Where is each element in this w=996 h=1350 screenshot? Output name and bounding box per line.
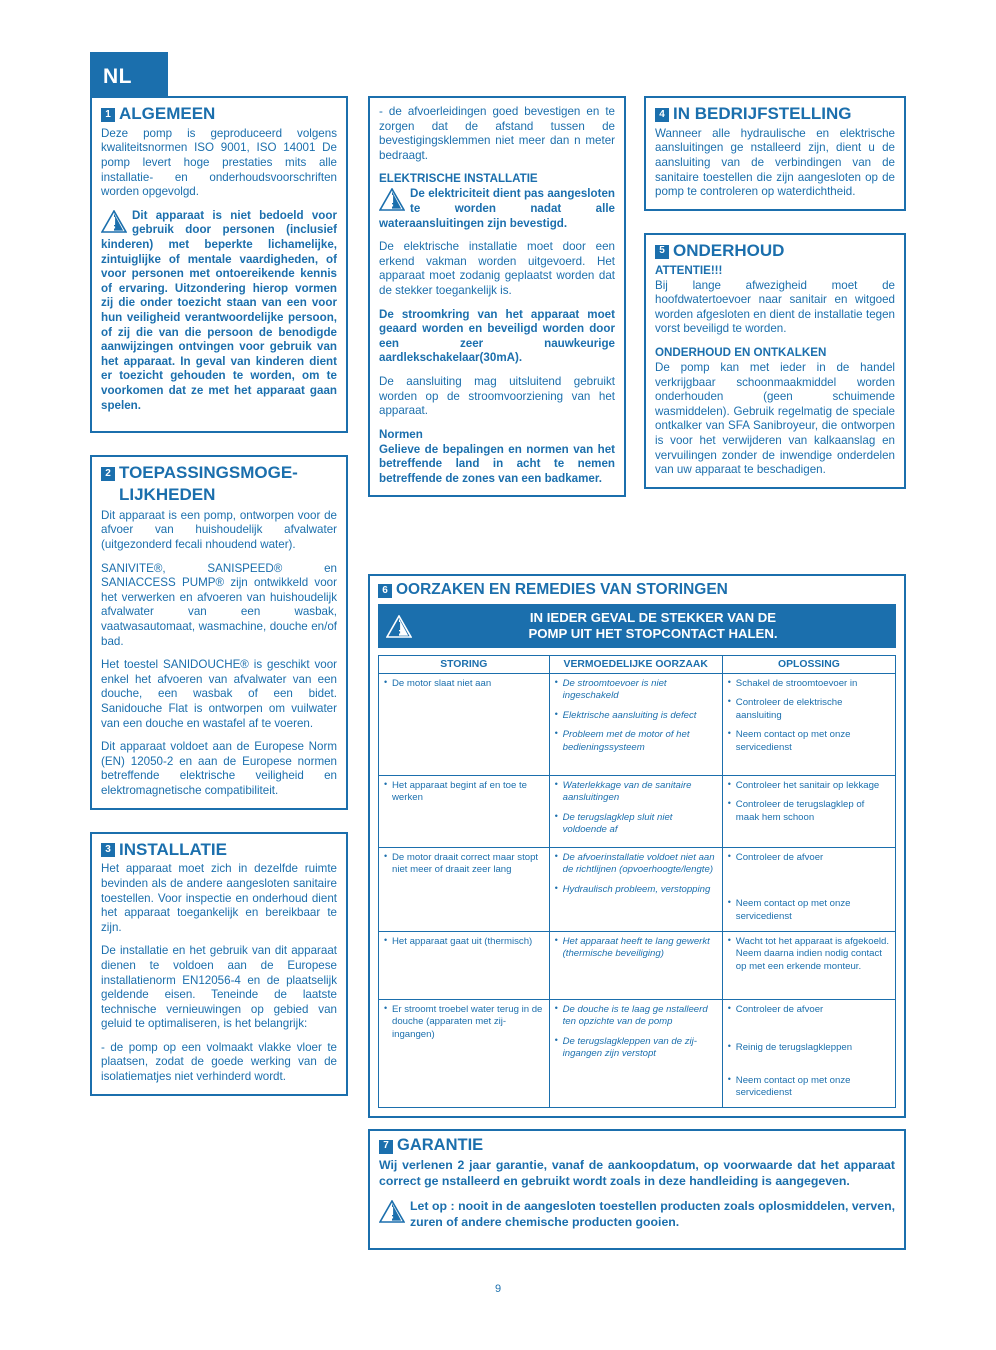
section-oorzaken-en-remedies <box>368 574 906 1118</box>
section-title: INSTALLATIE <box>119 839 227 859</box>
list-item: • Neem contact op met onze servicedienst <box>728 1075 890 1100</box>
table-row <box>379 847 896 931</box>
section-2-heading-line2 <box>119 486 337 504</box>
paragraph: De stroomkring van het apparaat moet geaard worden en beveiligd worden door een zeer nauwkeurige aardlekschakelaar(30mA). <box>379 307 615 365</box>
paragraph: Wij verlenen 2 jaar garantie, vanaf de aankoopdatum, op voorwaarde dat het apparaat correct ge nstalleerd en gebruikt wordt zoals in deze handleiding is aangegeven. <box>379 1158 895 1189</box>
warning-banner <box>378 604 896 648</box>
section-1-heading <box>101 105 337 123</box>
cell-oplossing <box>722 847 895 931</box>
warning-block <box>379 1199 895 1239</box>
section-number: 7 <box>379 1140 393 1154</box>
cell-storing <box>379 931 550 999</box>
language-tab: NL <box>90 52 168 102</box>
section-installatie-continued <box>368 96 626 497</box>
paragraph: De installatie en het gebruik van dit apparaat dienen te voldoen aan de Europese installatienorm EN12056-4 en de plaatselijk geldende eisen. Teneinde de laatste technische vernieuwingen op gebied van geluid te optimaliseren, is het belangrijk: <box>101 944 337 1031</box>
paragraph: De elektrische installatie moet door een erkend vakman worden uitgevoerd. Het apparaat moet zodanig geplaatst worden dat de stekker toegankelijk is. <box>379 240 615 297</box>
paragraph: - de pomp op een volmaakt vlakke vloer te plaatsen, zodat de goede werking van de isolatiematjes niet verhinderd wordt. <box>101 1040 337 1084</box>
table-row <box>379 931 896 999</box>
list-item: • De motor draait correct maar stopt niet meer of draait zeer lang <box>384 852 544 877</box>
paragraph: Dit apparaat voldoet aan de Europese Norm (EN) 12050-2 en aan de Europese normen betreffende elektrische veiligheid en elektromagnetische compatibiliteit. <box>101 740 337 797</box>
cell-storing <box>379 673 550 775</box>
troubleshooting-table <box>378 655 896 1108</box>
warning-text: De elektriciteit dient pas aangesloten te worden nadat alle wateraansluitingen zijn bevestigd. <box>379 187 615 230</box>
cell-oplossing <box>722 931 895 999</box>
section-onderhoud <box>644 233 906 489</box>
list-item: • Controleer de terugslagklep of maak hem schoon <box>728 799 890 824</box>
cell-oorzaak <box>549 847 722 931</box>
list-item: • Waterlekkage van de sanitaire aansluitingen <box>555 780 717 805</box>
warning-triangle-icon <box>379 188 405 211</box>
attention-label: ATTENTIE!!! <box>655 263 723 277</box>
warning-triangle-icon <box>101 210 127 233</box>
table-row <box>379 999 896 1107</box>
list-item: • Controleer de afvoer <box>728 852 890 864</box>
cell-oplossing <box>722 999 895 1107</box>
page-number: 9 <box>494 1283 502 1295</box>
section-number: 2 <box>101 467 115 481</box>
paragraph: Deze pomp is geproduceerd volgens kwaliteitsnormen ISO 9001, ISO 14001 De pomp levert hoge prestaties mits alle installatie- en onderhoudsvoorschriften worden opgevolgd. <box>101 126 337 199</box>
column-header-oorzaak: VERMOEDELIJKE OORZAAK <box>549 655 722 673</box>
list-item: • Wacht tot het apparaat is afgekoeld. Neem daarna indien nodig contact op met een erkende monteur. <box>728 936 890 973</box>
cell-storing <box>379 775 550 847</box>
paragraph: Bij lange afwezigheid moet de hoofdwatertoevoer naar sanitair en witgoed worden afgesloten en dient de installatie tegen vorst beveiligd te worden. <box>655 278 895 336</box>
column-header-storing: STORING <box>379 655 550 673</box>
section-garantie <box>368 1129 906 1250</box>
column-header-oplossing: OPLOSSING <box>722 655 895 673</box>
section-4-heading <box>655 105 895 123</box>
section-number: 3 <box>101 843 115 857</box>
table-row <box>379 673 896 775</box>
section-3-heading <box>101 841 337 859</box>
paragraph: Dit apparaat is een pomp, ontworpen voor de afvoer van huishoudelijk afvalwater (uitgezonderd fecali nhoudend water). <box>101 508 337 551</box>
list-item: • Neem contact op met onze servicedienst <box>728 729 890 754</box>
column-middle <box>368 96 626 519</box>
section-number: 1 <box>101 108 115 122</box>
section-title: GARANTIE <box>397 1136 484 1154</box>
paragraph: - de afvoerleidingen goed bevestigen en te zorgen dat de afstand tussen de bevestigingsklemmen niet meer dan n meter bedraagt. <box>379 105 615 162</box>
section-title: TOEPASSINGSMOGE- <box>119 463 298 483</box>
table-row <box>379 775 896 847</box>
banner-line-2: POMP UIT HET STOPCONTACT HALEN. <box>528 626 778 642</box>
section-number: 6 <box>378 584 392 598</box>
list-item: • Controleer de afvoer <box>728 1004 890 1016</box>
list-item: • Controleer de elektrische aansluiting <box>728 697 890 722</box>
cell-oplossing <box>722 673 895 775</box>
list-item: • Neem contact op met onze servicedienst <box>728 898 890 923</box>
banner-text <box>418 610 888 642</box>
subheading-normen: Normen <box>379 427 423 441</box>
table-header-row <box>379 655 896 673</box>
paragraph: De pomp kan met ieder in de handel verkrijgbaar schoonmaakmiddel worden onderhouden (geen schuimende wasmiddelen). Gebruik regelmatig de speciale ontkalker van SFA Sanibroyeur, die ontworpen is voor het verwijderen van kalkaanslag en vervuilingen zonder de inwendige onderdelen van uw apparaat te beschadigen. <box>655 361 895 477</box>
list-item: • Het apparaat gaat uit (thermisch) <box>384 936 544 948</box>
warning-block <box>379 187 615 240</box>
list-item: • Het apparaat heeft te lang gewerkt (thermische beveiliging) <box>555 936 717 961</box>
cell-oorzaak <box>549 775 722 847</box>
section-2-heading <box>101 464 337 482</box>
section-5-heading <box>655 242 895 260</box>
list-item: • De motor slaat niet aan <box>384 678 544 690</box>
section-title: ALGEMEEN <box>119 104 216 123</box>
list-item: • De stroomtoevoer is niet ingeschakeld <box>555 678 717 703</box>
warning-text: Dit apparaat is niet bedoeld voor gebruik door personen (inclusief kinderen) met beperkte lichamelijke, zintuiglijke of mentale vaardigheden, of voor personen met ontoereikende kennis of ervaring. Uitzondering hierop vormen zij die onder toezicht staan van een voor hun veiligheid verantwoordelijke persoon, of zij die van die persoon de benodigde aanwijzingen ontvingen voor gebruik van het apparaat. In geval van kinderen dient er toezicht gehouden te worden, om te voorkomen dat ze met het apparaat gaan spelen. <box>101 208 337 412</box>
paragraph: Gelieve de bepalingen en normen van het betreffende land in acht te nemen betreffende de zones van een badkamer. <box>379 442 615 485</box>
warning-triangle-icon <box>379 1200 405 1223</box>
list-item: • Het apparaat begint af en toe te werken <box>384 780 544 805</box>
list-item: • Schakel de stroomtoevoer in <box>728 678 890 690</box>
subheading-elektrische-installatie: ELEKTRISCHE INSTALLATIE <box>379 172 538 186</box>
banner-line-1: IN IEDER GEVAL DE STEKKER VAN DE <box>529 610 777 626</box>
section-title: ONDERHOUD <box>673 240 785 260</box>
section-in-bedrijfstelling <box>644 96 906 211</box>
list-item: • De afvoerinstallatie voldoet niet aan de richtlijnen (opvoerhoogte/lengte) <box>555 852 717 877</box>
paragraph: Wanneer alle hydraulische en elektrische aansluitingen ge nstalleerd zijn, dient u de aansluiting van de verbindingen van de sanitaire toestellen die zijn aangesloten op de pomp te controleren op waterdichtheid. <box>655 126 895 199</box>
subheading-onderhoud-ontkalken: ONDERHOUD EN ONTKALKEN <box>655 346 827 360</box>
section-algemeen <box>90 96 348 433</box>
list-item: • De douche is te laag ge nstalleerd ten opzichte van de pomp <box>555 1004 717 1029</box>
paragraph: De aansluiting mag uitsluitend gebruikt worden op de stroomvoorziening van het apparaat. <box>379 374 615 418</box>
column-right <box>644 96 906 511</box>
list-item: • Elektrische aansluiting is defect <box>555 710 717 722</box>
list-item: • De terugslagklep sluit niet voldoende af <box>555 812 717 837</box>
section-title: OORZAKEN EN REMEDIES VAN STORINGEN <box>396 581 728 598</box>
section-title-line2: LIJKHEDEN <box>119 484 216 504</box>
cell-oorzaak <box>549 673 722 775</box>
section-toepassingsmogelijkheden <box>90 455 348 809</box>
warning-triangle-icon <box>386 615 412 638</box>
section-number: 5 <box>655 245 669 259</box>
section-6-heading <box>378 582 896 598</box>
section-7-heading <box>379 1137 895 1154</box>
list-item: • Er stroomt troebel water terug in de douche (apparaten met zij-ingangen) <box>384 1004 544 1041</box>
list-item: • Probleem met de motor of het bedieningssysteem <box>555 729 717 754</box>
cell-oplossing <box>722 775 895 847</box>
paragraph: SANIVITE®, SANISPEED® en SANIACCESS PUMP® zijn ontwikkeld voor het verwerken en afvoeren van huishoudelijk afvalwater van een wasbak, vaatwasautomaat, wasmachine, douche en/of bad. <box>101 561 337 648</box>
cell-storing <box>379 999 550 1107</box>
warning-block <box>101 209 337 422</box>
cell-oorzaak <box>549 999 722 1107</box>
section-title: IN BEDRIJFSTELLING <box>673 104 852 123</box>
list-item: • Hydraulisch probleem, verstopping <box>555 884 717 896</box>
warning-text: Let op : nooit in de aangesloten toestellen producten zoals oplosmiddelen, verven, zuren of andere chemische producten gooien. <box>410 1198 895 1229</box>
paragraph: Het apparaat moet zich in dezelfde ruimte bevinden als de andere aangesloten sanitaire toestellen. Voor inspectie en onderhoud dient het apparaat toegankelijk en bereikbaar te zijn. <box>101 862 337 934</box>
section-installatie <box>90 832 348 1096</box>
list-item: • De terugslagkleppen van de zij-ingangen zijn verstopt <box>555 1036 717 1061</box>
list-item: • Reinig de terugslagkleppen <box>728 1042 890 1054</box>
list-item: • Controleer het sanitair op lekkage <box>728 780 890 792</box>
section-number: 4 <box>655 108 669 122</box>
column-left <box>90 96 348 1118</box>
paragraph: Het toestel SANIDOUCHE® is geschikt voor enkel het afvoeren van afvalwater van een douche, een wasbak of een bidet. Sanidouche Flat is ontworpen om vuilwater van een douche en wastafel af te voeren. <box>101 658 337 730</box>
cell-storing <box>379 847 550 931</box>
cell-oorzaak <box>549 931 722 999</box>
